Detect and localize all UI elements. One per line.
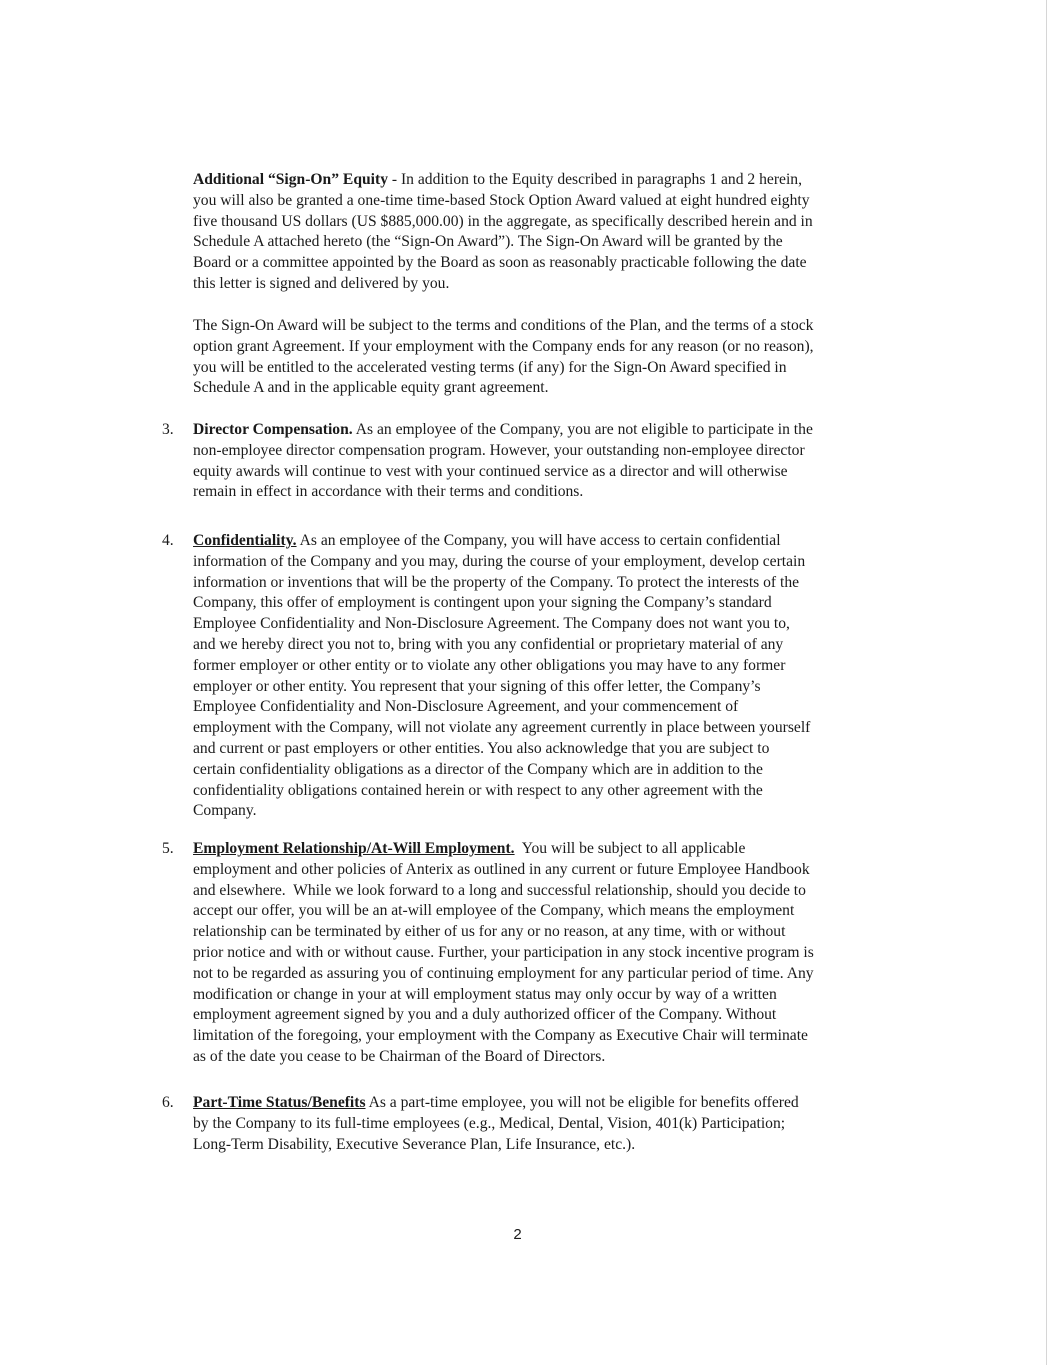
paragraph-line	[193, 482, 899, 503]
paragraph-line	[193, 1093, 899, 1114]
section-heading: Part-Time Status/Benefits	[193, 1094, 366, 1111]
numbered-section	[162, 531, 899, 822]
sign-on-terms-paragraph	[193, 316, 899, 399]
line-text: information or inventions that will be the property of the Company. To protect the interests of the	[193, 573, 800, 591]
paragraph-line: Board or a committee appointed by the Board as soon as reasonably practicable following the date	[193, 254, 807, 272]
paragraph-line	[193, 860, 899, 881]
paragraph-line	[193, 531, 899, 552]
paragraph-line	[193, 718, 899, 739]
line-text: equity awards will continue to vest with your continued service as a director and will otherwise	[193, 462, 788, 480]
line-text: limitation of the foregoing, your employment with the Company as Executive Chair will terminate	[193, 1027, 808, 1045]
paragraph-line: you will be entitled to the accelerated vesting terms (if any) for the Sign-On Award specified in	[193, 358, 787, 376]
line-text: Employee Confidentiality and Non-Disclosure Agreement. The Company does not want you to,	[193, 615, 790, 633]
paragraph-line	[193, 573, 899, 594]
line-text: by the Company to its full-time employees (e.g., Medical, Dental, Vision, 401(k) Participation;	[193, 1114, 786, 1132]
sign-on-equity-paragraph	[193, 170, 899, 295]
paragraph-line	[193, 697, 899, 718]
paragraph-line	[193, 1047, 899, 1068]
paragraph-line	[193, 901, 899, 922]
page-number: 2	[513, 1226, 522, 1243]
section-number: 6.	[162, 1094, 174, 1111]
paragraph-line	[193, 635, 899, 656]
paragraph-line: you will also be granted a one-time time-based Stock Option Award valued at eight hundred eighty	[193, 191, 810, 209]
line-text: As a part-time employee, you will not be eligible for benefits offered	[365, 1094, 799, 1111]
paragraph-line	[193, 420, 899, 441]
line-text: accept our offer, you will be an at-will employee of the Company, which means the employment	[193, 902, 795, 920]
line-text: As an employee of the Company, you are not eligible to participate in the	[352, 421, 813, 438]
line-text: relationship can be terminated by either of us for any or no reason, at any time, with or without	[193, 923, 786, 941]
paragraph-line	[193, 760, 899, 781]
line-text: and elsewhere. While we look forward to a long and successful relationship, should you decide to	[193, 881, 806, 899]
paragraph-line	[193, 739, 899, 760]
line-text: As an employee of the Company, you will have access to certain confidential	[296, 532, 781, 549]
section-number: 4.	[162, 532, 174, 549]
line-text: remain in effect in accordance with their terms and conditions.	[193, 483, 584, 501]
line-text: You will be subject to all applicable	[514, 840, 746, 857]
line-text: employer or other entity. You represent that your signing of this offer letter, the Company’s	[193, 677, 761, 695]
line-text: as of the date you cease to be Chairman of the Board of Directors.	[193, 1047, 606, 1065]
paragraph-line: option grant Agreement. If your employment with the Company ends for any reason (or no reason),	[193, 337, 814, 355]
paragraph-line: Schedule A attached hereto (the “Sign-On Award”). The Sign-On Award will be granted by the	[193, 233, 783, 251]
paragraph-line	[193, 593, 899, 614]
line-text: information of the Company and you may, during the course of your employment, develop certain	[193, 552, 806, 570]
line-text: Long-Term Disability, Executive Severance Plan, Life Insurance, etc.).	[193, 1135, 636, 1153]
paragraph-line	[193, 881, 899, 902]
numbered-section	[162, 420, 899, 503]
paragraph-line	[193, 614, 899, 635]
line-text: employment with the Company, will not violate any agreement currently in place between yourself	[193, 719, 811, 737]
line-text: modification or change in your at will employment status may only occur by way of a written	[193, 985, 777, 1003]
paragraph-line	[193, 1026, 899, 1047]
paragraph-line	[193, 656, 899, 677]
paragraph-line	[193, 441, 899, 462]
section-heading: Employment Relationship/At-Will Employment.	[193, 840, 515, 857]
paragraph-line	[193, 839, 899, 860]
paragraph-line	[193, 781, 899, 802]
paragraph-line	[193, 922, 899, 943]
line-text: not to be regarded as assuring you of continuing employment for any particular period of time. Any	[193, 964, 814, 982]
line-text: confidentiality obligations contained herein or with respect to any other agreement with the	[193, 781, 763, 799]
line-text: employment agreement signed by you and a duly authorized officer of the Company. Without	[193, 1006, 777, 1024]
paragraph-line: Additional “Sign-On” Equity - In addition to the Equity described in paragraphs 1 and 2 herein,	[193, 171, 802, 188]
section-heading: Confidentiality.	[193, 532, 297, 549]
paragraph-line	[193, 943, 899, 964]
line-text: non-employee director compensation program. However, your outstanding non-employee director	[193, 441, 805, 459]
paragraph-line: Schedule A and in the applicable equity grant agreement.	[193, 379, 549, 397]
section-number: 5.	[162, 840, 174, 857]
line-text: Company.	[193, 802, 257, 820]
paragraph-line	[193, 801, 899, 822]
line-text: Employee Confidentiality and Non-Disclosure Agreement, and your commencement of	[193, 698, 739, 716]
paragraph-line	[193, 1135, 899, 1156]
scan-edge	[1046, 0, 1047, 1365]
line-text: and current or past employers or other entities. You also acknowledge that you are subject to	[193, 739, 770, 757]
line-text: Company, this offer of employment is contingent upon your signing the Company’s standard	[193, 594, 772, 612]
paragraph-line	[193, 1114, 899, 1135]
line-text: employment and other policies of Anterix as outlined in any current or future Employee Handbook	[193, 860, 810, 878]
line-text: former employer or other entity or to violate any other obligations you may have to any former	[193, 656, 786, 674]
numbered-section	[162, 839, 899, 1068]
paragraph-line: this letter is signed and delivered by you.	[193, 274, 450, 292]
sign-on-heading: Additional “Sign-On” Equity	[193, 171, 388, 188]
line-text: certain confidentiality obligations as a director of the Company which are in addition to the	[193, 760, 763, 778]
section-number: 3.	[162, 421, 174, 438]
paragraph-line	[193, 1005, 899, 1026]
section-heading: Director Compensation.	[193, 421, 353, 438]
numbered-section	[162, 1093, 899, 1155]
paragraph-line	[193, 985, 899, 1006]
line-text: prior notice and with or without cause. Further, your participation in any stock incentive program is	[193, 943, 814, 961]
paragraph-line	[193, 964, 899, 985]
paragraph-line	[193, 552, 899, 573]
paragraph-line: The Sign-On Award will be subject to the terms and conditions of the Plan, and the terms of a stock	[193, 317, 814, 334]
paragraph-line	[193, 677, 899, 698]
paragraph-line	[193, 462, 899, 483]
line-text: and we hereby direct you not to, bring with you any confidential or proprietary material of any	[193, 635, 784, 653]
paragraph-line: five thousand US dollars (US $885,000.00) in the aggregate, as specifically described herein and in	[193, 212, 813, 230]
